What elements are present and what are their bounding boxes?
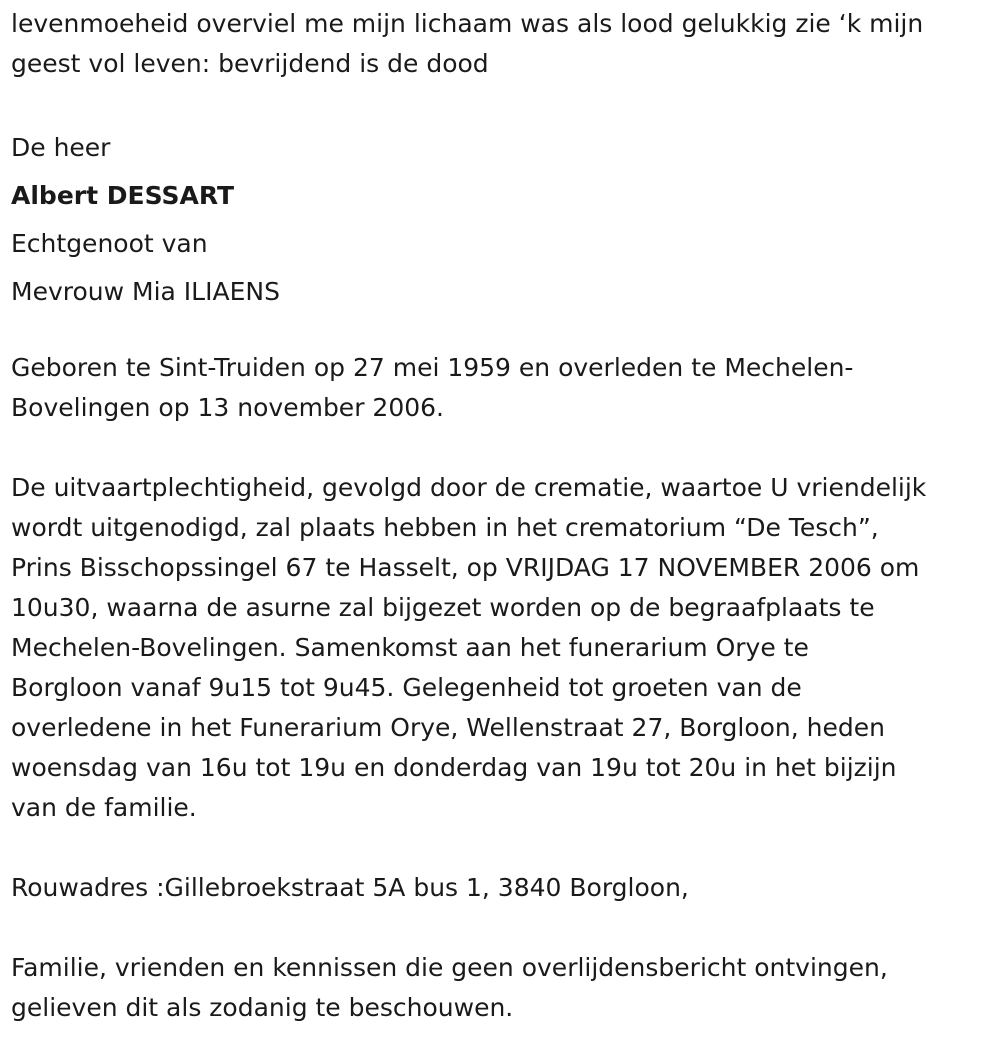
ceremony-paragraph <box>11 468 990 828</box>
closing-line-1: Familie, vrienden en kennissen die geen overlijdensbericht ontvingen, <box>11 953 888 982</box>
ceremony-line: van de familie. <box>11 793 197 822</box>
closing-paragraph <box>11 948 990 1028</box>
closing-line-2: gelieven dit als zodanig te beschouwen. <box>11 993 514 1022</box>
salutation: De heer <box>11 133 111 162</box>
birth-death-line-1: Geboren te Sint-Truiden op 27 mei 1959 en overleden te Mechelen- <box>11 353 854 382</box>
ceremony-line: 10u30, waarna de asurne zal bijgezet worden op de begraafplaats te <box>11 593 875 622</box>
ceremony-line: woensdag van 16u tot 19u en donderdag van 19u tot 20u in het bijzijn <box>11 753 897 782</box>
ceremony-line: overledene in het Funerarium Orye, Wellenstraat 27, Borgloon, heden <box>11 713 885 742</box>
mourning-address-text: Rouwadres :Gillebroekstraat 5A bus 1, 3840 Borgloon, <box>11 873 689 902</box>
deceased-block <box>11 124 990 316</box>
ceremony-line: wordt uitgenodigd, zal plaats hebben in het crematorium “De Tesch”, <box>11 513 879 542</box>
birth-death-line-2: Bovelingen op 13 november 2006. <box>11 393 444 422</box>
ceremony-line: Mechelen-Bovelingen. Samenkomst aan het funerarium Orye te <box>11 633 809 662</box>
ceremony-line: Prins Bisschopssingel 67 te Hasselt, op VRIJDAG 17 NOVEMBER 2006 om <box>11 553 920 582</box>
birth-death-paragraph <box>11 348 990 428</box>
relation-label: Echtgenoot van <box>11 229 208 258</box>
ceremony-line: Borgloon vanaf 9u15 tot 9u45. Gelegenheid tot groeten van de <box>11 673 802 702</box>
deceased-name: Albert DESSART <box>11 181 234 210</box>
spouse-name: Mevrouw Mia ILIAENS <box>11 277 280 306</box>
poem-line-1: levenmoeheid overviel me mijn lichaam was als lood gelukkig zie ‘k mijn <box>11 9 924 38</box>
ceremony-line: De uitvaartplechtigheid, gevolgd door de crematie, waartoe U vriendelijk <box>11 473 927 502</box>
mourning-address <box>11 868 990 908</box>
poem-line-2: geest vol leven: bevrijdend is de dood <box>11 49 489 78</box>
poem-text <box>11 4 990 84</box>
